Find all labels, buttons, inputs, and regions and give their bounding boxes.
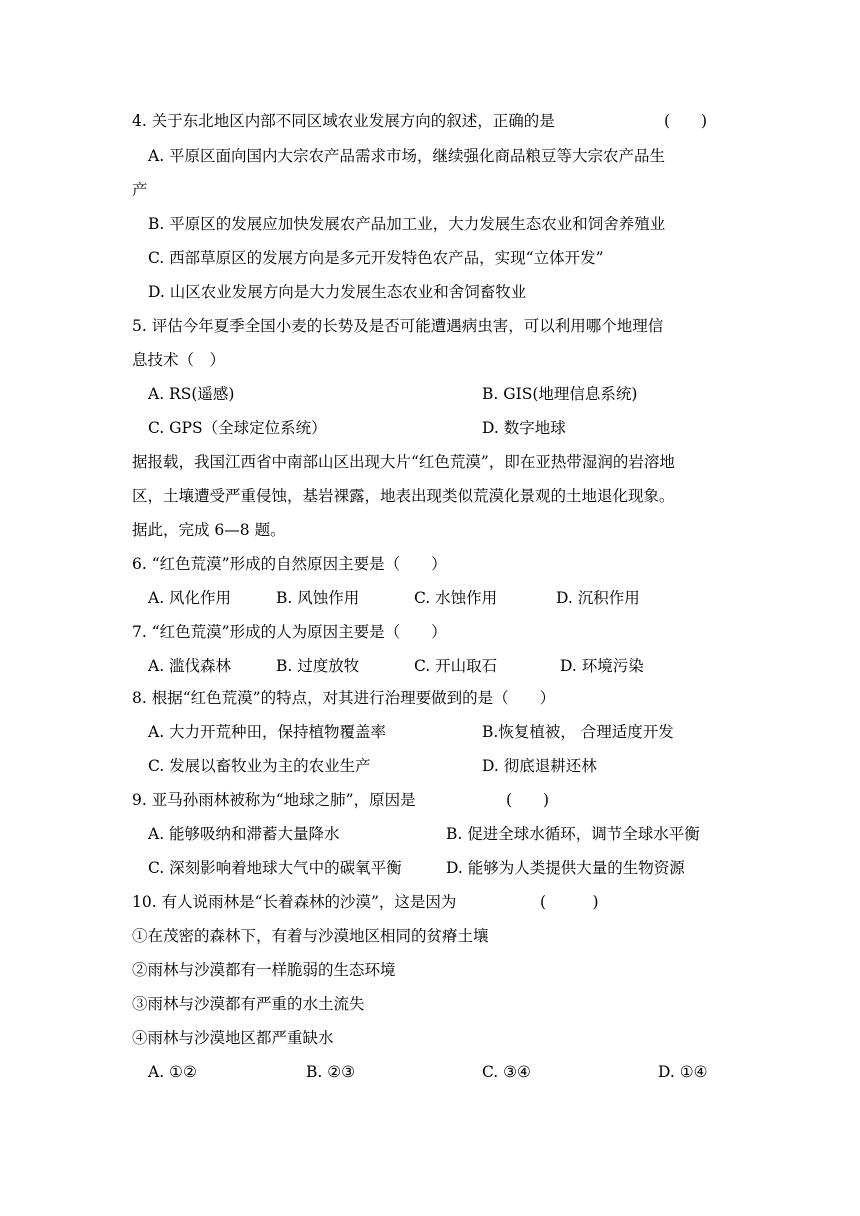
q10-stem: 10. 有人说雨林是“长着森林的沙漠”，这是因为 (132, 893, 457, 911)
q8-stem: 8. 根据“红色荒漠”的特点，对其进行治理要做到的是（ ） (132, 689, 556, 707)
q8-option-a: A. 大力开荒种田，保持植物覆盖率 (148, 723, 387, 741)
q8-option-b: B.恢复植被， 合理适度开发 (482, 723, 674, 741)
q4-stem: 4. 关于东北地区内部不同区域农业发展方向的叙述，正确的是 (132, 112, 555, 130)
q10-option-d: D. ①④ (658, 1063, 708, 1081)
passage-line-3: 据此，完成 6—8 题。 (132, 521, 286, 539)
q10-statement-3: ③雨林与沙漠都有严重的水土流失 (132, 995, 365, 1013)
q10-statement-4: ④雨林与沙漠地区都严重缺水 (132, 1029, 334, 1047)
q4-option-d: D. 山区农业发展方向是大力发展生态农业和舍饲畜牧业 (148, 283, 527, 301)
q9-stem: 9. 亚马孙雨林被称为“地球之肺”，原因是 (132, 791, 416, 809)
q4-option-a: A. 平原区面向国内大宗农产品需求市场，继续强化商品粮豆等大宗农产品生 (148, 147, 666, 165)
q9-option-b: B. 促进全球水循环，调节全球水平衡 (446, 825, 700, 843)
passage-line-2: 区，土壤遭受严重侵蚀，基岩裸露，地表出现类似荒漠化景观的土地退化现象。 (132, 487, 675, 505)
q5-option-d: D. 数字地球 (482, 419, 566, 437)
q8-option-d: D. 彻底退耕还林 (482, 757, 597, 775)
q6-option-c: C. 水蚀作用 (414, 589, 498, 607)
q5-stem-cont: 息技术（ ） (132, 351, 226, 369)
q9-option-d: D. 能够为人类提供大量的生物资源 (446, 859, 685, 877)
q7-option-c: C. 开山取石 (414, 657, 498, 675)
passage-line-1: 据报载，我国江西省中南部山区出现大片“红色荒漠”，即在亚热带湿润的岩溶地 (132, 453, 675, 471)
q10-statement-1: ①在茂密的森林下，有着与沙漠地区相同的贫瘠土壤 (132, 927, 489, 945)
q5-option-c: C. GPS（全球定位系统） (148, 419, 327, 437)
q7-option-d: D. 环境污染 (560, 657, 644, 675)
q6-option-b: B. 风蚀作用 (276, 589, 360, 607)
q9-option-c: C. 深刻影响着地球大气中的碳氧平衡 (148, 859, 402, 877)
q5-option-b: B. GIS(地理信息系统) (482, 385, 638, 403)
q7-option-a: A. 滥伐森林 (148, 657, 232, 675)
q4-option-a-cont: 产 (132, 181, 148, 199)
q4-answer-paren: ( ) (664, 112, 708, 130)
q6-stem: 6. “红色荒漠”形成的自然原因主要是（ ） (132, 555, 447, 573)
q10-answer-paren: ( ) (540, 893, 599, 911)
q10-option-b: B. ②③ (306, 1063, 356, 1081)
q9-answer-paren: ( ) (506, 791, 550, 809)
q5-option-a: A. RS(遥感) (148, 385, 235, 403)
q6-option-a: A. 风化作用 (148, 589, 232, 607)
q5-stem: 5. 评估今年夏季全国小麦的长势及是否可能遭遇病虫害，可以利用哪个地理信 (132, 317, 664, 335)
q4-option-c: C. 西部草原区的发展方向是多元开发特色农产品，实现“立体开发” (148, 249, 604, 267)
q7-stem: 7. “红色荒漠”形成的人为原因主要是（ ） (132, 623, 447, 641)
q10-option-a: A. ①② (148, 1063, 197, 1081)
q10-option-c: C. ③④ (482, 1063, 531, 1081)
q9-option-a: A. 能够吸纳和滞蓄大量降水 (148, 825, 340, 843)
q7-option-b: B. 过度放牧 (276, 657, 360, 675)
q8-option-c: C. 发展以畜牧业为主的农业生产 (148, 757, 371, 775)
q6-option-d: D. 沉积作用 (556, 589, 640, 607)
q10-statement-2: ②雨林与沙漠都有一样脆弱的生态环境 (132, 961, 396, 979)
q4-option-b: B. 平原区的发展应加快发展农产品加工业，大力发展生态农业和饲舍养殖业 (148, 215, 666, 233)
